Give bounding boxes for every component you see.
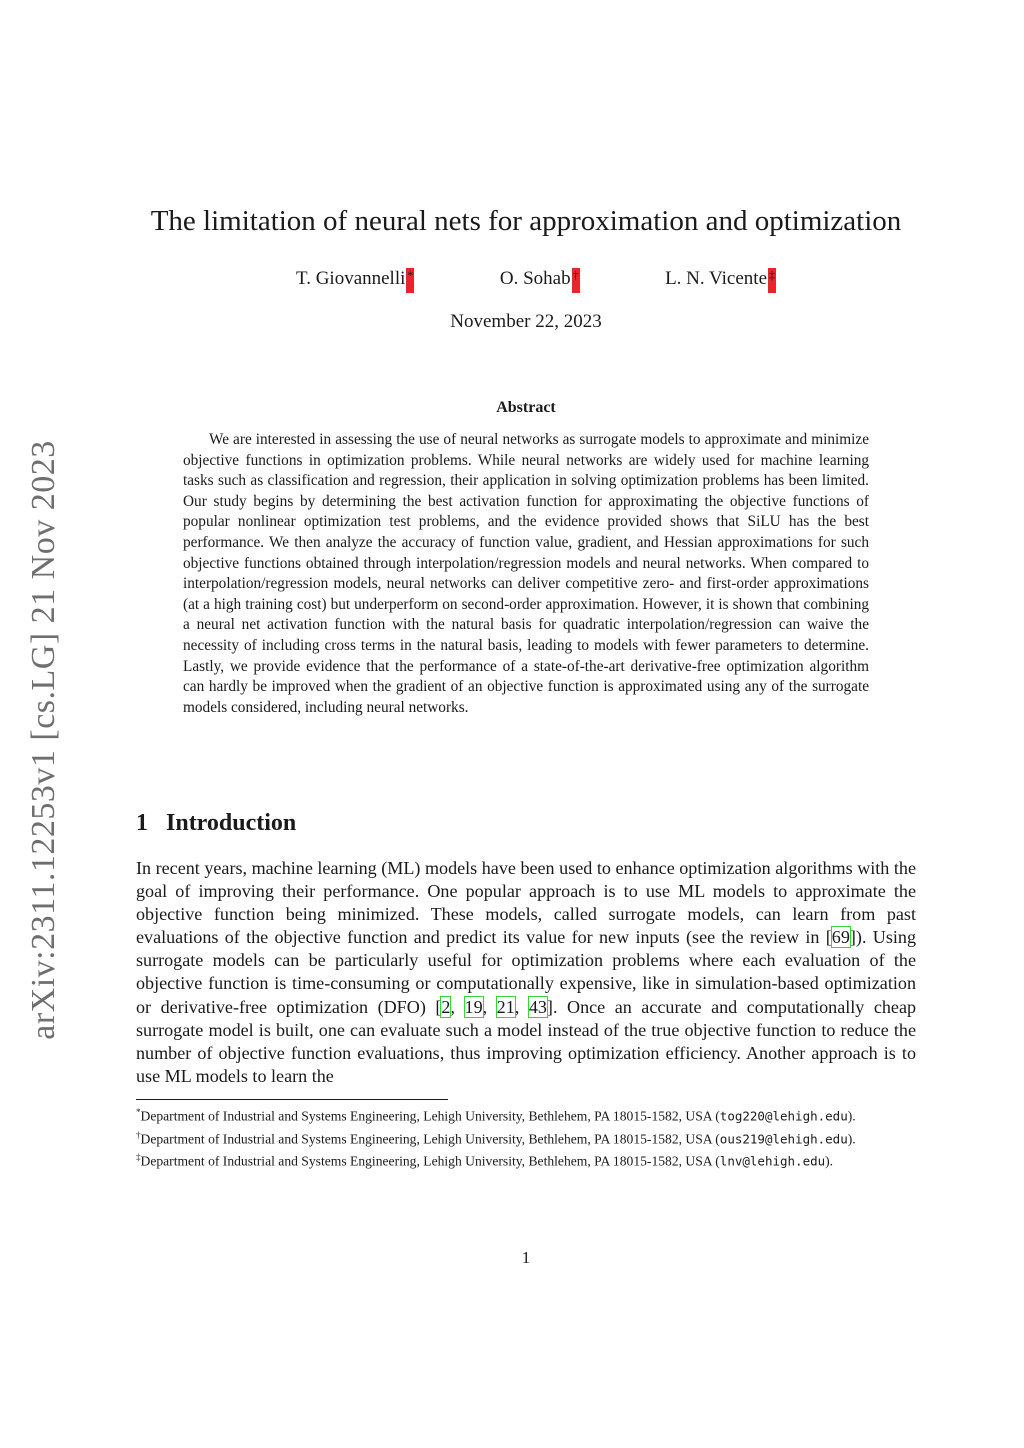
section-title: Introduction: [166, 810, 297, 836]
author: [665, 268, 776, 293]
citation-link[interactable]: 21: [496, 996, 515, 1017]
footnote-link[interactable]: *: [406, 268, 414, 293]
author-name: O. Sohab: [499, 268, 571, 289]
author-name: T. Giovannelli: [296, 268, 406, 289]
author: [500, 268, 580, 293]
author-list: [296, 268, 776, 293]
author-name: L. N. Vicente: [665, 268, 767, 289]
footnote-text: Department of Industrial and Systems Engineering, Lehigh University, Bethlehem, PA 18015-1582, USA (: [140, 1108, 720, 1124]
footnote-link[interactable]: †: [572, 268, 580, 293]
citation-link[interactable]: 69: [831, 927, 850, 948]
citation-link[interactable]: 43: [528, 996, 547, 1017]
footnote: [136, 1126, 916, 1149]
section-number: 1: [136, 810, 148, 836]
body-text: ]. Once an accurate and computationally cheap surrogate model is built, one can evaluate such a model instead of the true objective function to reduce the number of objective function evaluations, thus improving optimization efficiency. Another approach is to use ML models to learn the: [136, 996, 917, 1086]
footnote-link[interactable]: ‡: [768, 268, 776, 293]
abstract-text: We are interested in assessing the use of neural networks as surrogate models to approximate and minimize objective functions in optimization problems. While neural networks are widely used for machine learning tasks such as classification and regression, their application in solving optimization problems has been limited. Our study begins by determining the best activation function for approximating the objective functions of popular nonlinear optimization test problems, and the evidence provided shows that SiLU has the best performance. We then analyze the accuracy of function value, gradient, and Hessian approximations for such objective functions obtained through interpolation/regression models and neural networks. When compared to interpolation/regression models, neural networks can deliver competitive zero- and first-order approximations (at a high training cost) but underperform on second-order approximation. However, it is shown that combining a neural net activation function with the natural basis for quadratic interpolation/regression can waive the necessity of including cross terms in the natural basis, leading to models with fewer parameters to determine. Lastly, we provide evidence that the performance of a state-of-the-art derivative-free optimization algorithm can hardly be improved when the gradient of an objective function is approximated using any of the surrogate models considered, including neural networks.: [183, 431, 869, 716]
footnote-text: ).: [847, 1108, 856, 1124]
footnote: [136, 1148, 916, 1171]
footnote-divider: [136, 1099, 448, 1100]
footnote-text: ).: [847, 1131, 856, 1147]
introduction-paragraph: In recent years, machine learning (ML) models have been used to enhance optimization algorithms with the goal of improving their performance. One popular approach is to use ML models to approximate the objective function being minimized. These models, called surrogate models, can learn from past evaluations of the objective function and predict its value for new inputs (see the review in [69]). Using surrogate models can be particularly useful for optimization problems where each evaluation of the objective function is time-consuming or computationally expensive, like in simulation-based optimization or derivative-free optimization (DFO) [2, 19, 21, 43]. Once an accurate and computationally cheap surrogate model is built, one can evaluate such a model instead of the true objective function to reduce the number of objective function evaluations, thus improving optimization efficiency. Another approach is to use ML models to learn the: [136, 858, 917, 1086]
author-email[interactable]: tog220@lehigh.edu: [719, 1108, 848, 1124]
footnote-text: ).: [825, 1153, 834, 1169]
arxiv-identifier: arXiv:2311.12253v1 [cs.LG] 21 Nov 2023: [25, 440, 62, 1040]
footnote-text: Department of Industrial and Systems Engineering, Lehigh University, Bethlehem, PA 18015-1582, USA (: [140, 1153, 720, 1169]
body-text: In recent years, machine learning (ML) models have been used to enhance optimization algorithms with the goal of improving their performance. One popular approach is to use ML models to approximate the objective function being minimized. These models, called surrogate models, can learn from past evaluations of the objective function and predict its value for new inputs (see the review in [: [136, 858, 916, 948]
footnote-mark: *: [136, 1107, 141, 1117]
author-email[interactable]: lnv@lehigh.edu: [719, 1153, 826, 1169]
section-heading: [136, 810, 296, 837]
paper-title: The limitation of neural nets for approximation and optimization: [150, 205, 902, 237]
footnote-text: Department of Industrial and Systems Engineering, Lehigh University, Bethlehem, PA 18015-1582, USA (: [140, 1131, 720, 1147]
abstract-heading: Abstract: [496, 399, 556, 416]
footnote-mark: †: [136, 1129, 141, 1140]
author-email[interactable]: ous219@lehigh.edu: [719, 1131, 848, 1147]
author: [296, 268, 414, 293]
page-number: 1: [521, 1248, 531, 1267]
footnote: [136, 1103, 916, 1126]
body-text: ]). Using surrogate models can be particularly useful for optimization problems where each evaluation of the objective function is time-consuming or computationally expensive, like in simulation-based optimization or derivative-free optimization (DFO) [: [136, 927, 917, 1017]
citation-link[interactable]: 19: [464, 996, 483, 1017]
footnotes: [136, 1103, 916, 1171]
citation-link[interactable]: 2: [441, 996, 451, 1017]
publication-date: November 22, 2023: [450, 311, 602, 332]
footnote-mark: ‡: [136, 1152, 141, 1163]
